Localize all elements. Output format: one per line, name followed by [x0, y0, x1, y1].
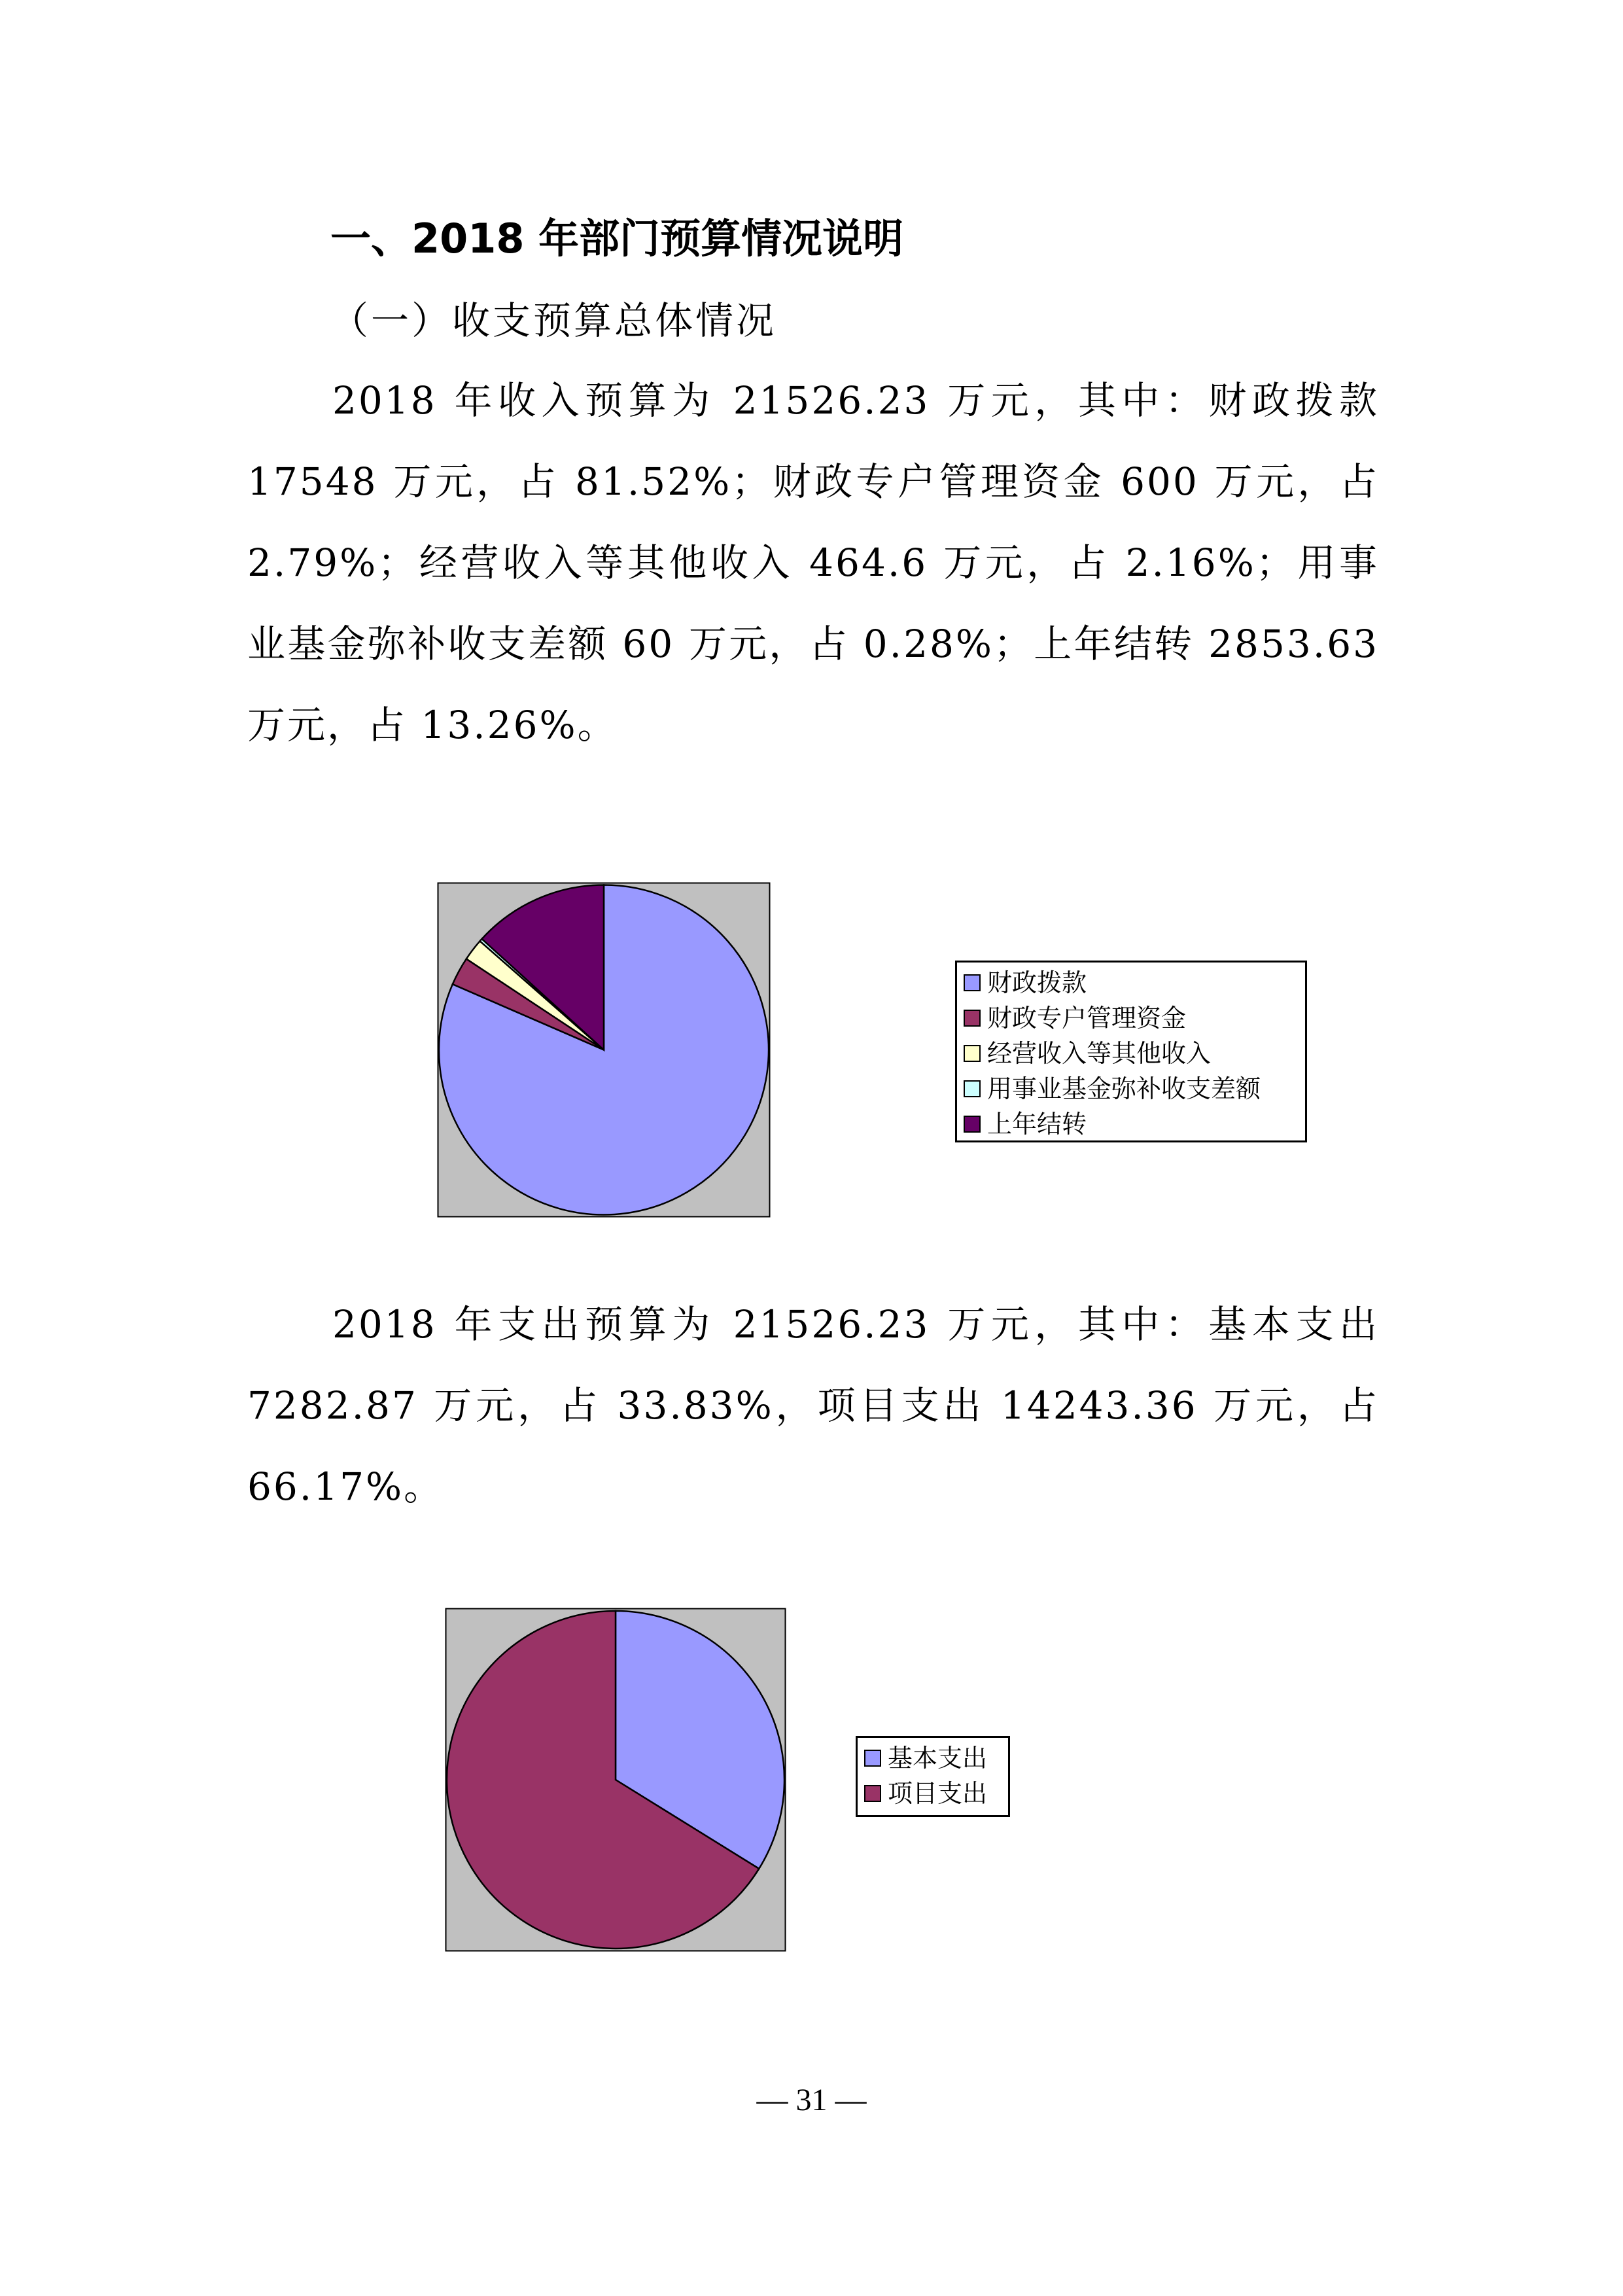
section-heading: 一、2018 年部门预算情况说明 [330, 215, 904, 262]
expenditure-legend-item [864, 1740, 1002, 1776]
income-legend-item [964, 1036, 1299, 1071]
expenditure-legend-swatch [864, 1785, 881, 1802]
subsection-heading: （一）收支预算总体情况 [330, 298, 777, 343]
income-legend-swatch [964, 974, 981, 991]
expenditure-legend-label: 基本支出 [888, 1744, 988, 1773]
income-legend-swatch [964, 1080, 981, 1097]
expenditure-pie-svg [445, 1608, 786, 1952]
income-legend-item [964, 1000, 1299, 1036]
expenditure-legend-swatch [864, 1750, 881, 1767]
income-legend-item [964, 965, 1299, 1000]
income-legend-swatch [964, 1010, 981, 1027]
income-legend-label: 财政拨款 [987, 968, 1087, 997]
income-legend [955, 961, 1307, 1142]
income-pie-svg [437, 882, 771, 1218]
expenditure-paragraph: 2018 年支出预算为 21526.23 万元，其中：基本支出 7282.87 万元，占 33.83%，项目支出 14243.36 万元，占 66.17%。 [247, 1302, 1379, 1509]
expenditure-legend-item [864, 1776, 1002, 1811]
income-legend-swatch [964, 1116, 981, 1133]
expenditure-legend [856, 1736, 1010, 1817]
expenditure-pie-chart [445, 1608, 786, 1952]
income-legend-swatch [964, 1045, 981, 1062]
income-legend-label: 用事业基金弥补收支差额 [987, 1074, 1261, 1103]
income-legend-label: 上年结转 [987, 1110, 1087, 1139]
income-legend-label: 经营收入等其他收入 [987, 1039, 1212, 1068]
income-legend-label: 财政专户管理资金 [987, 1004, 1187, 1033]
income-paragraph: 2018 年收入预算为 21526.23 万元，其中：财政拨款 17548 万元，占 81.52%；财政专户管理资金 600 万元，占 2.79%；经营收入等其他收入 464.6 万元，占 2.16%；用事业基金弥补收支差额 60 万元，占 0.28%；上年结转 2853.63 万元，占 13.26%。 [247, 378, 1379, 747]
page-number: — 31 — [756, 2083, 867, 2117]
income-pie-chart [437, 882, 771, 1218]
income-legend-item [964, 1106, 1299, 1142]
income-legend-item [964, 1071, 1299, 1106]
expenditure-legend-label: 项目支出 [888, 1779, 988, 1808]
